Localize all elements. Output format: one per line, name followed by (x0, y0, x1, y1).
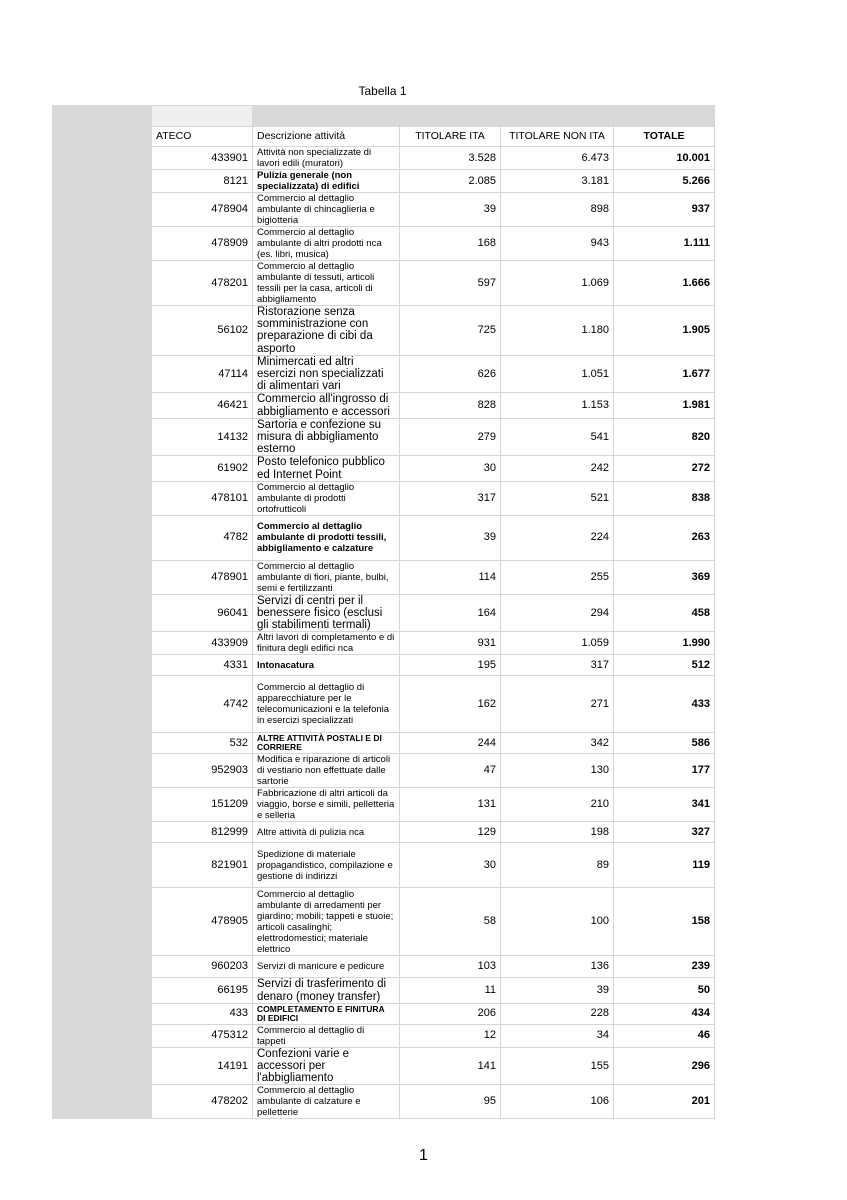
description-cell: Commercio al dettaglio di apparecchiature per le telecomunicazioni e la telefonia in esercizi specializzati (253, 676, 400, 733)
titolare-non-ita-cell: 136 (501, 956, 614, 978)
titolare-non-ita-cell: 898 (501, 193, 614, 227)
data-table (52, 105, 715, 1119)
row-header-cell (53, 1047, 152, 1085)
totale-cell: 433 (614, 676, 715, 733)
ateco-code-cell: 14132 (152, 418, 253, 456)
description-cell: COMPLETAMENTO E FINITURA DI EDIFICI (253, 1003, 400, 1024)
table-row (53, 227, 715, 261)
row-header-cell (53, 456, 152, 481)
titolare-ita-cell: 12 (400, 1024, 501, 1047)
ateco-code-cell: 4742 (152, 676, 253, 733)
ateco-code-cell: 151209 (152, 788, 253, 822)
titolare-non-ita-cell: 1.051 (501, 355, 614, 393)
header-band-cell (501, 106, 614, 127)
column-header-description: Descrizione attività (253, 127, 400, 147)
table-row (53, 822, 715, 843)
ateco-code-cell: 47114 (152, 355, 253, 393)
titolare-ita-cell: 95 (400, 1085, 501, 1119)
row-header-cell (53, 355, 152, 393)
titolare-non-ita-cell: 34 (501, 1024, 614, 1047)
ateco-code-cell: 4782 (152, 515, 253, 560)
totale-cell: 50 (614, 978, 715, 1003)
totale-cell: 177 (614, 754, 715, 788)
description-cell: Commercio al dettaglio ambulante di prodotti tessili, abbigliamento e calzature (253, 515, 400, 560)
titolare-non-ita-cell: 224 (501, 515, 614, 560)
row-header-cell (53, 306, 152, 356)
row-header-cell (53, 594, 152, 632)
row-header-cell (53, 733, 152, 754)
titolare-non-ita-cell: 271 (501, 676, 614, 733)
totale-cell: 5.266 (614, 170, 715, 193)
ateco-code-cell: 46421 (152, 393, 253, 418)
titolare-non-ita-cell: 294 (501, 594, 614, 632)
table-row (53, 481, 715, 515)
titolare-non-ita-cell: 1.069 (501, 261, 614, 306)
totale-cell: 1.981 (614, 393, 715, 418)
titolare-non-ita-cell: 39 (501, 978, 614, 1003)
totale-cell: 1.666 (614, 261, 715, 306)
table-row (53, 355, 715, 393)
row-header-cell (53, 655, 152, 676)
ateco-code-cell: 960203 (152, 956, 253, 978)
table-row (53, 754, 715, 788)
description-cell: Minimercati ed altri esercizi non specializzati di alimentari vari (253, 355, 400, 393)
table-row (53, 560, 715, 594)
ateco-code-cell: 478201 (152, 261, 253, 306)
totale-cell: 1.677 (614, 355, 715, 393)
titolare-ita-cell: 828 (400, 393, 501, 418)
titolare-ita-cell: 114 (400, 560, 501, 594)
description-cell: Fabbricazione di altri articoli da viaggio, borse e simili, pelletteria e selleria (253, 788, 400, 822)
titolare-ita-cell: 2.085 (400, 170, 501, 193)
ateco-code-cell: 478901 (152, 560, 253, 594)
titolare-non-ita-cell: 541 (501, 418, 614, 456)
titolare-ita-cell: 597 (400, 261, 501, 306)
row-header-cell (53, 261, 152, 306)
ateco-code-cell: 478909 (152, 227, 253, 261)
totale-cell: 10.001 (614, 147, 715, 170)
titolare-ita-cell: 168 (400, 227, 501, 261)
ateco-code-cell: 478904 (152, 193, 253, 227)
description-cell: Modifica e riparazione di articoli di vestiario non effettuate dalle sartorie (253, 754, 400, 788)
row-header-cell (53, 481, 152, 515)
row-header-cell (53, 1085, 152, 1119)
table-row (53, 456, 715, 481)
totale-cell: 272 (614, 456, 715, 481)
ateco-code-cell: 433901 (152, 147, 253, 170)
row-header-cell (53, 560, 152, 594)
titolare-non-ita-cell: 198 (501, 822, 614, 843)
row-header-corner (53, 106, 152, 127)
description-cell: ALTRE ATTIVITÀ POSTALI E DI CORRIERE (253, 733, 400, 754)
row-header-cell (53, 1024, 152, 1047)
table-row (53, 655, 715, 676)
description-cell: Confezioni varie e accessori per l'abbigliamento (253, 1047, 400, 1085)
table-row (53, 1003, 715, 1024)
ateco-code-cell: 821901 (152, 843, 253, 888)
header-band-cell (253, 106, 400, 127)
row-header-cell (53, 632, 152, 655)
description-cell: Commercio al dettaglio ambulante di altri prodotti nca (es. libri, musica) (253, 227, 400, 261)
header-band (53, 106, 715, 127)
totale-cell: 296 (614, 1047, 715, 1085)
titolare-non-ita-cell: 1.153 (501, 393, 614, 418)
table-row (53, 888, 715, 956)
column-header-titolare-non-ita: TITOLARE NON ITA (501, 127, 614, 147)
table-row (53, 1047, 715, 1085)
ateco-code-cell: 478101 (152, 481, 253, 515)
description-cell: Sartoria e confezione su misura di abbigliamento esterno (253, 418, 400, 456)
titolare-ita-cell: 317 (400, 481, 501, 515)
header-band-cell (400, 106, 501, 127)
titolare-ita-cell: 195 (400, 655, 501, 676)
table-row (53, 418, 715, 456)
titolare-ita-cell: 47 (400, 754, 501, 788)
totale-cell: 434 (614, 1003, 715, 1024)
titolare-non-ita-cell: 521 (501, 481, 614, 515)
table-row (53, 193, 715, 227)
titolare-non-ita-cell: 100 (501, 888, 614, 956)
description-cell: Commercio al dettaglio di tappeti (253, 1024, 400, 1047)
description-cell: Spedizione di materiale propagandistico, compilazione e gestione di indirizzi (253, 843, 400, 888)
totale-cell: 239 (614, 956, 715, 978)
description-cell: Pulizia generale (non specializzata) di edifici (253, 170, 400, 193)
titolare-non-ita-cell: 242 (501, 456, 614, 481)
titolare-ita-cell: 131 (400, 788, 501, 822)
description-cell: Commercio al dettaglio ambulante di calzature e pelletterie (253, 1085, 400, 1119)
ateco-code-cell: 66195 (152, 978, 253, 1003)
totale-cell: 458 (614, 594, 715, 632)
totale-cell: 327 (614, 822, 715, 843)
description-cell: Commercio al dettaglio ambulante di prodotti ortofrutticoli (253, 481, 400, 515)
titolare-ita-cell: 244 (400, 733, 501, 754)
description-cell: Servizi di manicure e pedicure (253, 956, 400, 978)
ateco-code-cell: 532 (152, 733, 253, 754)
titolare-non-ita-cell: 1.180 (501, 306, 614, 356)
table-row (53, 676, 715, 733)
totale-cell: 512 (614, 655, 715, 676)
column-header-row (53, 127, 715, 147)
ateco-code-cell: 56102 (152, 306, 253, 356)
ateco-code-cell: 14191 (152, 1047, 253, 1085)
row-header-cell (53, 888, 152, 956)
column-header-totale: TOTALE (614, 127, 715, 147)
description-cell: Servizi di centri per il benessere fisico (esclusi gli stabilimenti termali) (253, 594, 400, 632)
description-cell: Attività non specializzate di lavori edili (muratori) (253, 147, 400, 170)
ateco-code-cell: 433909 (152, 632, 253, 655)
row-header-cell (53, 147, 152, 170)
titolare-ita-cell: 39 (400, 515, 501, 560)
table-row (53, 170, 715, 193)
ateco-code-cell: 8121 (152, 170, 253, 193)
table-row (53, 147, 715, 170)
titolare-non-ita-cell: 89 (501, 843, 614, 888)
titolare-ita-cell: 30 (400, 456, 501, 481)
row-header-cell (53, 978, 152, 1003)
titolare-ita-cell: 931 (400, 632, 501, 655)
ateco-code-cell: 61902 (152, 456, 253, 481)
table-row (53, 843, 715, 888)
row-header-cell (53, 676, 152, 733)
table-row (53, 306, 715, 356)
titolare-non-ita-cell: 155 (501, 1047, 614, 1085)
titolare-non-ita-cell: 228 (501, 1003, 614, 1024)
titolare-ita-cell: 279 (400, 418, 501, 456)
titolare-non-ita-cell: 130 (501, 754, 614, 788)
totale-cell: 1.990 (614, 632, 715, 655)
page-number: 1 (419, 1147, 428, 1164)
ateco-code-cell: 952903 (152, 754, 253, 788)
titolare-ita-cell: 725 (400, 306, 501, 356)
description-cell: Intonacatura (253, 655, 400, 676)
ateco-code-cell: 433 (152, 1003, 253, 1024)
totale-cell: 838 (614, 481, 715, 515)
titolare-non-ita-cell: 342 (501, 733, 614, 754)
table-row (53, 788, 715, 822)
titolare-non-ita-cell: 106 (501, 1085, 614, 1119)
table-row (53, 956, 715, 978)
ateco-code-cell: 478202 (152, 1085, 253, 1119)
row-header-cell (53, 170, 152, 193)
description-cell: Servizi di trasferimento di denaro (money transfer) (253, 978, 400, 1003)
totale-cell: 158 (614, 888, 715, 956)
titolare-non-ita-cell: 6.473 (501, 147, 614, 170)
ateco-code-cell: 96041 (152, 594, 253, 632)
table-row (53, 733, 715, 754)
row-header-cell (53, 227, 152, 261)
titolare-ita-cell: 129 (400, 822, 501, 843)
titolare-ita-cell: 39 (400, 193, 501, 227)
row-header-cell (53, 418, 152, 456)
table-row (53, 515, 715, 560)
row-header-cell (53, 822, 152, 843)
totale-cell: 341 (614, 788, 715, 822)
row-header-cell (53, 1003, 152, 1024)
description-cell: Commercio al dettaglio ambulante di chincaglieria e bigiotteria (253, 193, 400, 227)
totale-cell: 369 (614, 560, 715, 594)
titolare-ita-cell: 30 (400, 843, 501, 888)
description-cell: Commercio all'ingrosso di abbigliamento e accessori (253, 393, 400, 418)
titolare-ita-cell: 11 (400, 978, 501, 1003)
titolare-non-ita-cell: 1.059 (501, 632, 614, 655)
titolare-ita-cell: 3.528 (400, 147, 501, 170)
table-title: Tabella 1 (358, 84, 407, 98)
row-header-cell (53, 843, 152, 888)
description-cell: Commercio al dettaglio ambulante di tessuti, articoli tessili per la casa, articoli di abbigliamento (253, 261, 400, 306)
totale-cell: 1.111 (614, 227, 715, 261)
column-header-ateco: ATECO (152, 127, 253, 147)
totale-cell: 586 (614, 733, 715, 754)
row-header-cell (53, 788, 152, 822)
row-header-cell (53, 127, 152, 147)
row-header-cell (53, 393, 152, 418)
row-header-cell (53, 754, 152, 788)
ateco-code-cell: 478905 (152, 888, 253, 956)
row-header-cell (53, 956, 152, 978)
row-header-cell (53, 515, 152, 560)
table-row (53, 1024, 715, 1047)
ateco-code-cell: 4331 (152, 655, 253, 676)
table-row (53, 261, 715, 306)
titolare-non-ita-cell: 943 (501, 227, 614, 261)
totale-cell: 820 (614, 418, 715, 456)
titolare-non-ita-cell: 317 (501, 655, 614, 676)
row-header-cell (53, 193, 152, 227)
table-row (53, 978, 715, 1003)
totale-cell: 1.905 (614, 306, 715, 356)
table-row (53, 393, 715, 418)
titolare-ita-cell: 58 (400, 888, 501, 956)
table-row (53, 1085, 715, 1119)
description-cell: Posto telefonico pubblico ed Internet Point (253, 456, 400, 481)
ateco-code-cell: 475312 (152, 1024, 253, 1047)
header-band-cell (614, 106, 715, 127)
description-cell: Commercio al dettaglio ambulante di fiori, piante, bulbi, semi e fertilizzanti (253, 560, 400, 594)
titolare-ita-cell: 141 (400, 1047, 501, 1085)
totale-cell: 263 (614, 515, 715, 560)
totale-cell: 937 (614, 193, 715, 227)
column-header-titolare-ita: TITOLARE ITA (400, 127, 501, 147)
description-cell: Altre attività di pulizia nca (253, 822, 400, 843)
titolare-ita-cell: 626 (400, 355, 501, 393)
titolare-non-ita-cell: 3.181 (501, 170, 614, 193)
description-cell: Altri lavori di completamento e di finitura degli edifici nca (253, 632, 400, 655)
titolare-non-ita-cell: 210 (501, 788, 614, 822)
header-band-cell (152, 106, 253, 127)
ateco-code-cell: 812999 (152, 822, 253, 843)
totale-cell: 119 (614, 843, 715, 888)
titolare-ita-cell: 206 (400, 1003, 501, 1024)
titolare-non-ita-cell: 255 (501, 560, 614, 594)
titolare-ita-cell: 162 (400, 676, 501, 733)
titolare-ita-cell: 103 (400, 956, 501, 978)
description-cell: Ristorazione senza somministrazione con preparazione di cibi da asporto (253, 306, 400, 356)
table-row (53, 594, 715, 632)
table-row (53, 632, 715, 655)
totale-cell: 46 (614, 1024, 715, 1047)
totale-cell: 201 (614, 1085, 715, 1119)
description-cell: Commercio al dettaglio ambulante di arredamenti per giardino; mobili; tappeti e stuoie; articoli casalinghi; elettrodomestici; materiale elettrico (253, 888, 400, 956)
titolare-ita-cell: 164 (400, 594, 501, 632)
